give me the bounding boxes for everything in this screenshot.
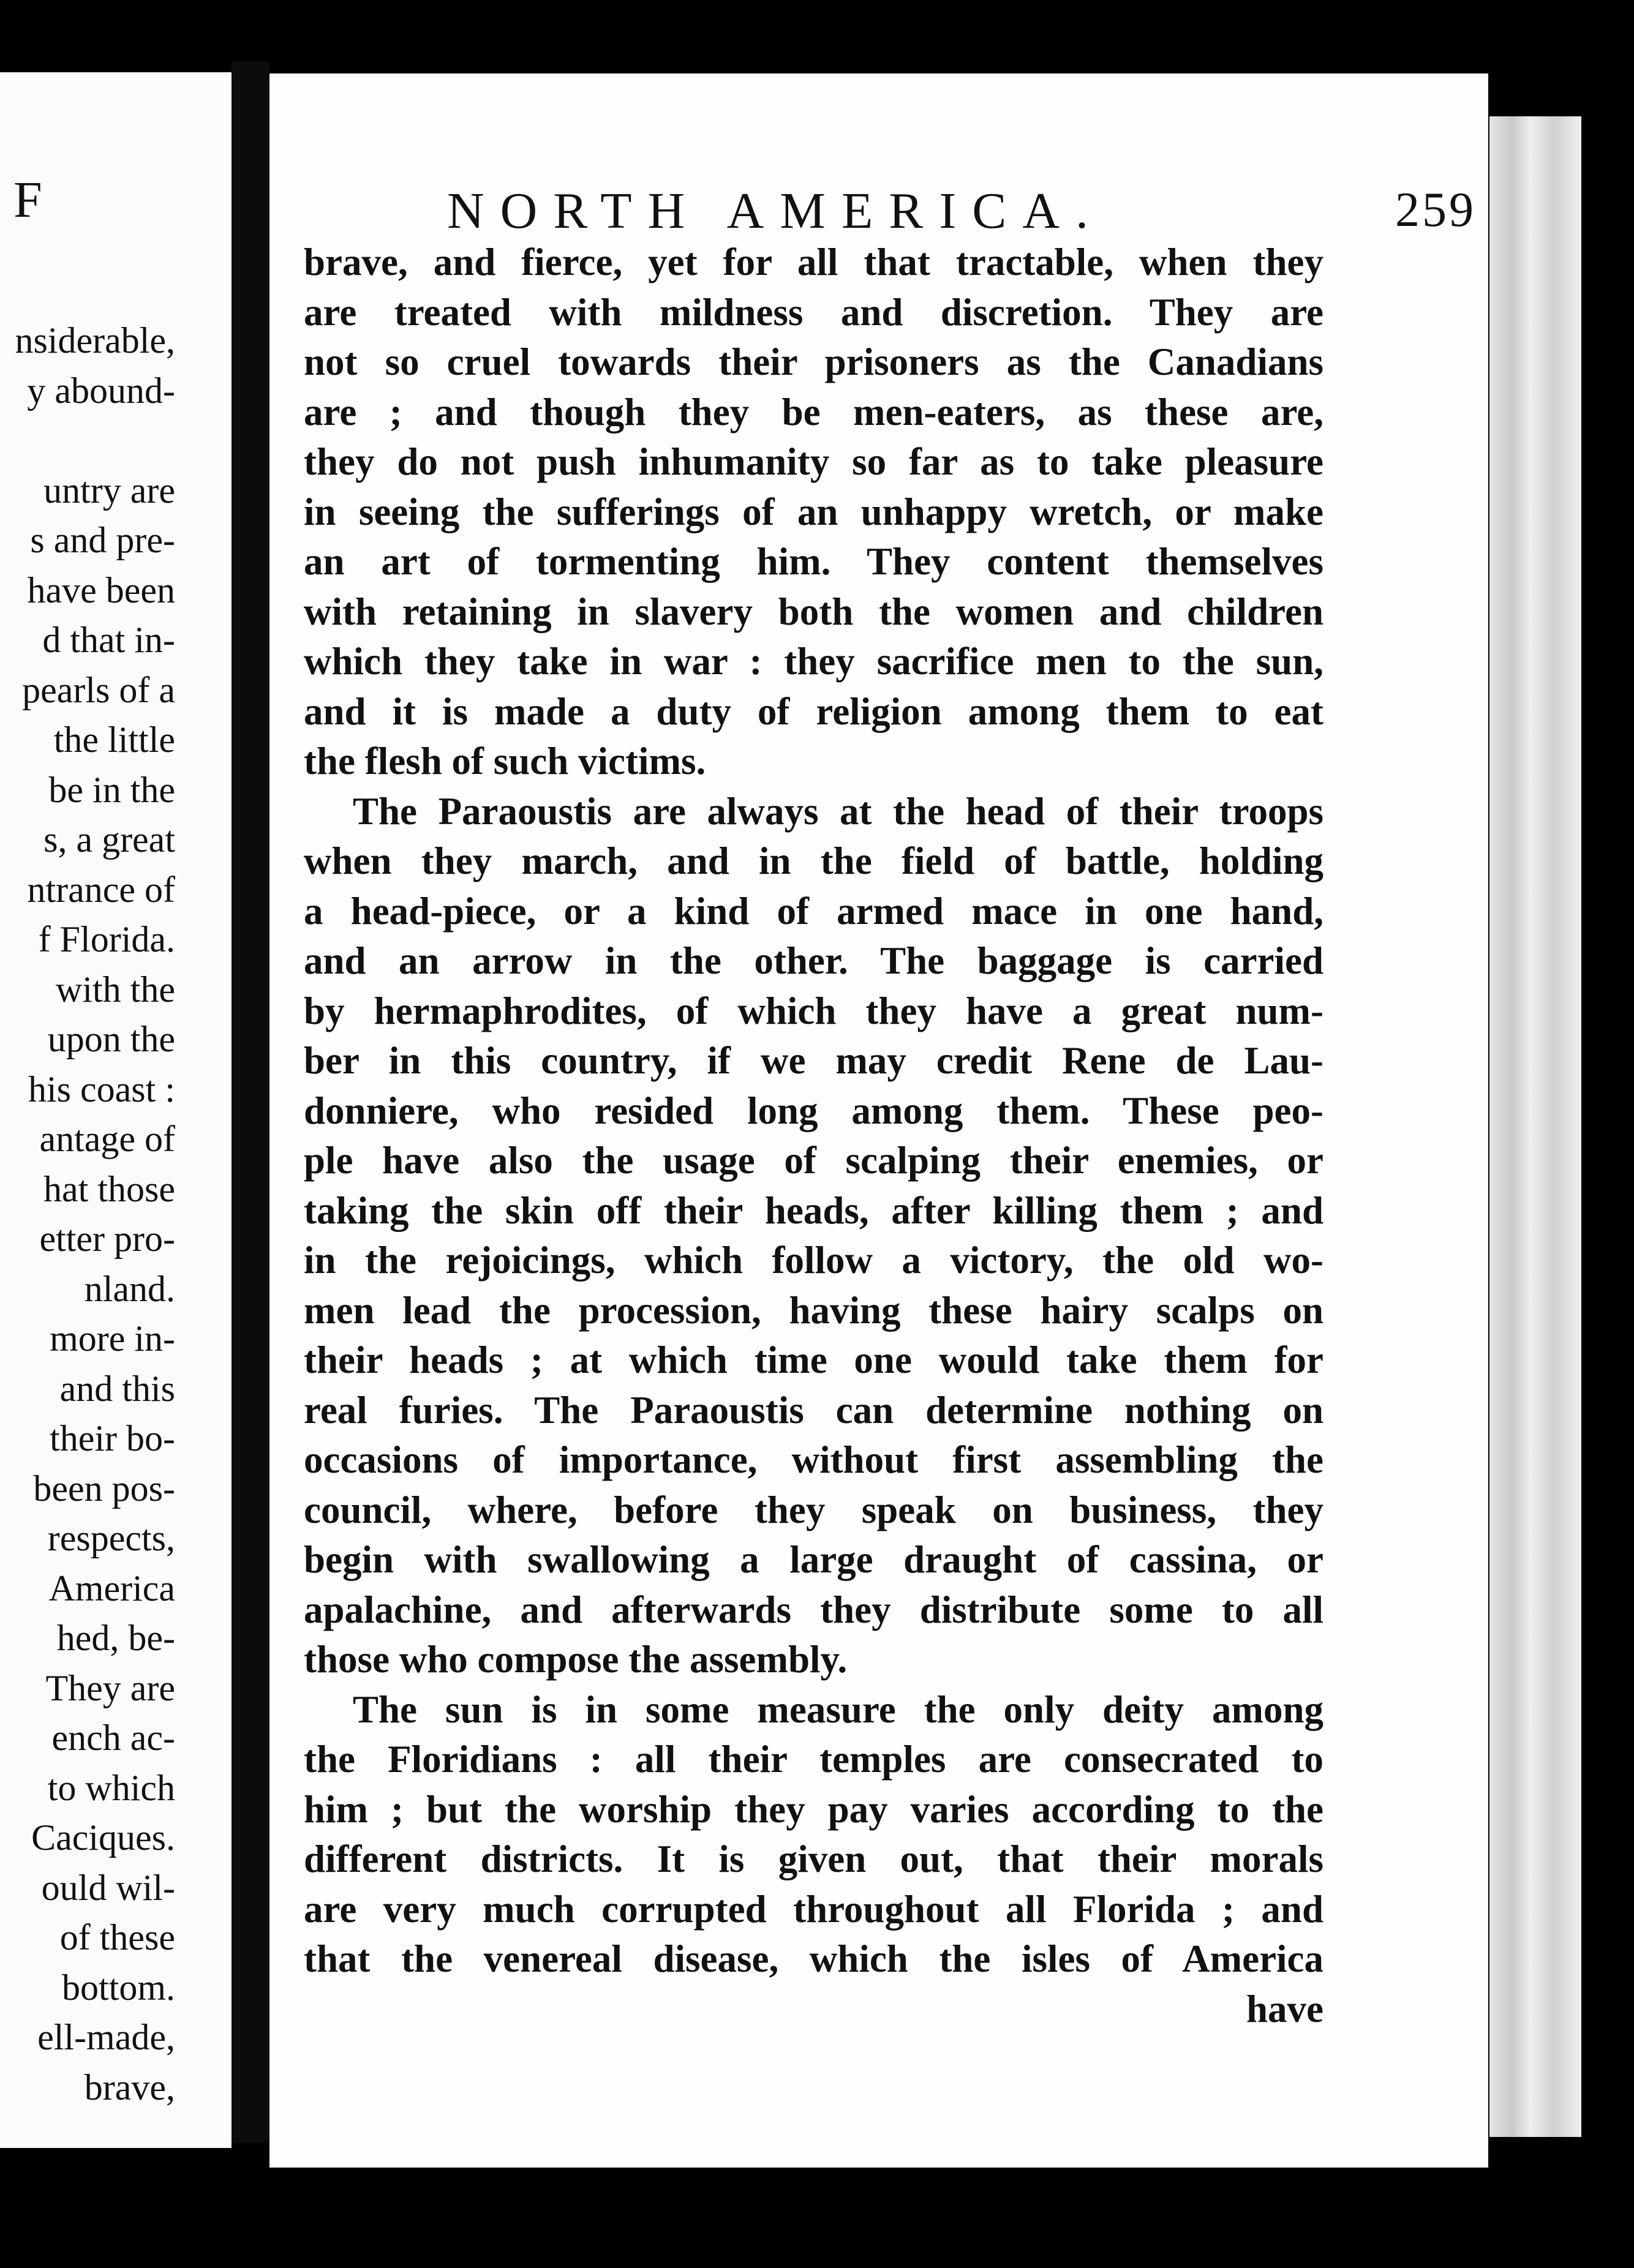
text-line: occasions of importance, without first assembling the [304, 1438, 1323, 1481]
text-line: not so cruel towards their prisoners as the Canadians [304, 340, 1323, 383]
text-line: his coast : [28, 1068, 175, 1110]
left-page-text [15, 316, 175, 2112]
text-line: council, where, before they speak on business, they [304, 1488, 1323, 1531]
text-line: their bo- [50, 1418, 175, 1459]
text-line: they do not push inhumanity so far as to take pleasure [304, 440, 1323, 483]
text-line: are ; and though they be men-eaters, as these are, [304, 390, 1323, 434]
text-line: They are [45, 1667, 175, 1708]
book-gutter [232, 61, 269, 2143]
text-line: ell-made, [37, 2017, 175, 2057]
right-page [269, 73, 1488, 2168]
text-line: in the rejoicings, which follow a victory, the old wo- [304, 1239, 1323, 1282]
text-line: ould wil- [41, 1867, 175, 1908]
text-line: The Paraoustis are always at the head of their troops [353, 789, 1323, 833]
text-line: and this [59, 1368, 175, 1409]
text-line: brave, and fierce, yet for all that tractable, when they [304, 241, 1323, 284]
text-line: taking the skin off their heads, after killing them ; and [304, 1188, 1323, 1232]
page-body-text [304, 238, 1323, 2034]
text-line: of these [59, 1917, 175, 1958]
text-line: The sun is in some measure the only deity among [353, 1688, 1323, 1731]
text-line: their heads ; at which time one would take them for [304, 1339, 1323, 1381]
text-line: have been [27, 569, 175, 610]
text-line: and it is made a duty of religion among them to eat [304, 689, 1323, 733]
text-line: untry are [43, 470, 175, 511]
left-page-fragment [0, 72, 232, 2148]
text-line: brave, [84, 2067, 175, 2108]
text-line: bottom. [61, 1967, 175, 2008]
text-line: begin with swallowing a large draught of cassina, or [304, 1538, 1323, 1581]
text-line: with retaining in slavery both the women and children [304, 590, 1323, 633]
page-number: 259 [1395, 183, 1476, 237]
text-line: been pos- [33, 1468, 175, 1509]
text-line: a head-piece, or a kind of armed mace in one hand, [304, 889, 1323, 933]
text-line [15, 416, 175, 466]
text-line: hat those [43, 1168, 175, 1209]
running-title: NORTH AMERICA. [447, 182, 1104, 239]
text-line: him ; but the worship they pay varies according to the [304, 1787, 1323, 1831]
text-line: etter pro- [39, 1218, 175, 1259]
text-line: with the [56, 969, 175, 1010]
text-line: y abound- [27, 370, 175, 411]
text-line: respects, [47, 1518, 175, 1558]
text-line: ench ac- [51, 1718, 175, 1758]
text-line: apalachine, and afterwards they distribute some to all [304, 1588, 1323, 1631]
text-line: f Florida. [38, 919, 175, 959]
left-running-title-fragment: F [13, 171, 46, 228]
text-line: are very much corrupted throughout all Florida ; and [304, 1887, 1323, 1931]
text-line: the Floridians : all their temples are consecrated to [304, 1738, 1323, 1781]
catchword: have [1246, 1987, 1323, 2030]
text-line: real furies. The Paraoustis can determine nothing on [304, 1388, 1323, 1432]
text-line: nsiderable, [15, 320, 175, 361]
text-line: nland. [84, 1268, 175, 1309]
text-line: ntrance of [27, 869, 175, 910]
page-edge [1489, 116, 1581, 2137]
text-line: d that in- [42, 620, 175, 660]
text-line: more in- [50, 1318, 175, 1359]
text-line: s, a great [43, 819, 175, 860]
text-line: pearls of a [22, 669, 175, 710]
text-line: hed, be- [56, 1618, 175, 1658]
text-line: to which [47, 1767, 175, 1808]
text-line: are treated with mildness and discretion. They are [304, 290, 1323, 334]
text-line: the flesh of such victims. [304, 740, 706, 783]
text-line: different districts. It is given out, that their morals [304, 1838, 1323, 1880]
text-line: an art of tormenting him. They content themselves [304, 540, 1323, 583]
text-line: which they take in war : they sacrifice men to the sun, [304, 640, 1323, 683]
text-line: in seeing the sufferings of an unhappy wretch, or make [304, 490, 1323, 533]
text-line: be in the [48, 769, 175, 810]
text-line: ber in this country, if we may credit Rene de Lau- [304, 1039, 1323, 1082]
text-line: antage of [39, 1119, 175, 1159]
text-line: and an arrow in the other. The baggage is carried [304, 939, 1323, 982]
text-line: America [48, 1568, 175, 1609]
text-line: by hermaphrodites, of which they have a great num- [304, 989, 1323, 1032]
text-line: the little [53, 719, 175, 760]
text-line: those who compose the assembly. [304, 1638, 848, 1681]
text-line: upon the [47, 1019, 175, 1059]
text-line: Caciques. [31, 1817, 175, 1858]
text-line: donniere, who resided long among them. These peo- [304, 1089, 1323, 1132]
text-line: when they march, and in the field of battle, holding [304, 839, 1323, 882]
text-line: s and pre- [30, 520, 175, 560]
text-line: ple have also the usage of scalping their enemies, or [304, 1139, 1323, 1182]
text-line: men lead the procession, having these hairy scalps on [304, 1288, 1323, 1332]
text-line: that the venereal disease, which the isles of America [304, 1937, 1323, 1980]
